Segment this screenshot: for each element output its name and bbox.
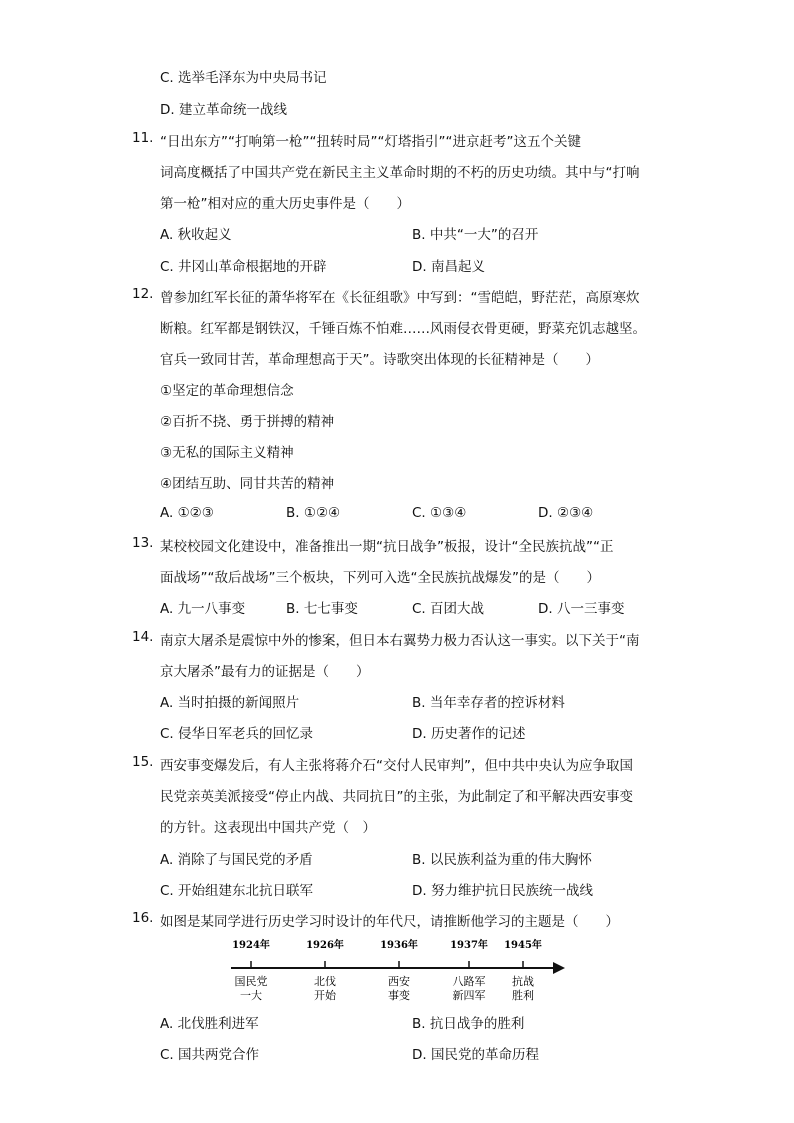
timeline-year-2: 1926年 (306, 940, 344, 951)
q13-option-a[interactable]: A. 九一八事变 (160, 601, 246, 617)
q15-stem-line-2: 民党亲英美派接受“停止内战、共同抗日”的主张，为此制定了和平解决西安事变 (160, 789, 633, 805)
q12-stem-line-1: 曾参加红军长征的萧华将军在《长征组歌》中写到：“雪皑皑，野茫茫，高原寒炊 (160, 290, 640, 306)
q11-stem-line-2: 词高度概括了中国共产党在新民主主义革命时期的不朽的历史功绩。其中与“打响 (160, 165, 640, 181)
timeline-event-2-line-2: 开始 (314, 989, 336, 1002)
timeline-event-5-line-2: 胜利 (512, 989, 534, 1002)
q13-option-d[interactable]: D. 八一三事变 (538, 601, 625, 617)
timeline-event-1-line-2: 一大 (240, 989, 262, 1002)
q14-option-c[interactable]: C. 侵华日军老兵的回忆录 (160, 726, 314, 742)
q12-option-a[interactable]: A. ①②③ (160, 505, 214, 521)
q13-option-c[interactable]: C. 百团大战 (412, 601, 485, 617)
timeline-year-5: 1945年 (504, 940, 542, 951)
q15-number: 15. (132, 754, 154, 770)
q13-stem-line-1: 某校校园文化建设中，准备推出一期“抗日战争”板报，设计“全民族抗战”“正 (160, 539, 614, 555)
q16-option-c[interactable]: C. 国共两党合作 (160, 1047, 260, 1063)
q14-option-b[interactable]: B. 当年幸存者的控诉材料 (412, 695, 565, 711)
timeline-event-5-line-1: 抗战 (512, 975, 534, 988)
q12-item-4: ④团结互助、同甘共苦的精神 (160, 476, 335, 492)
timeline-event-3-line-2: 事变 (388, 989, 410, 1002)
q15-stem-line-3: 的方针。这表现出中国共产党（ ） (160, 820, 376, 836)
timeline-arrow-icon (553, 962, 565, 974)
q13-option-b[interactable]: B. 七七事变 (286, 601, 358, 617)
timeline-year-3: 1936年 (380, 940, 418, 951)
q16-number: 16. (132, 910, 154, 926)
q11-stem-line-1: “日出东方”“打响第一枪”“扭转时局”“灯塔指引”“进京赶考”这五个关键 (160, 134, 581, 150)
q10-option-c: C. 选举毛泽东为中央局书记 (160, 70, 327, 86)
q12-item-2: ②百折不挠、勇于拼搏的精神 (160, 414, 335, 430)
q16-option-b[interactable]: B. 抗日战争的胜利 (412, 1016, 525, 1032)
q15-option-d[interactable]: D. 努力维护抗日民族统一战线 (412, 883, 593, 899)
q12-stem-line-2: 断粮。红军都是钢铁汉，千锤百炼不怕难……风雨侵衣骨更硬，野菜充饥志越坚。 (160, 321, 646, 337)
q11-stem-line-3: 第一枪”相对应的重大历史事件是（ ） (160, 196, 410, 212)
q16-stem-line-1: 如图是某同学进行历史学习时设计的年代尺，请推断他学习的主题是（ ） (160, 914, 619, 930)
timeline-event-4-line-1: 八路军 (452, 975, 486, 988)
q12-option-b[interactable]: B. ①②④ (286, 505, 341, 521)
q10-option-d: D. 建立革命统一战线 (160, 102, 287, 118)
q11-number: 11. (132, 130, 154, 146)
timeline-figure (225, 934, 575, 1006)
q16-option-a[interactable]: A. 北伐胜利进军 (160, 1016, 259, 1032)
q12-stem-line-3: 官兵一致同甘苦，革命理想高于天”。诗歌突出体现的长征精神是（ ） (160, 352, 599, 368)
timeline-event-4-line-2: 新四军 (452, 989, 486, 1002)
q15-option-a[interactable]: A. 消除了与国民党的矛盾 (160, 852, 313, 868)
q12-option-d[interactable]: D. ②③④ (538, 505, 594, 521)
q15-option-b[interactable]: B. 以民族利益为重的伟大胸怀 (412, 852, 592, 868)
q12-item-1: ①坚定的革命理想信念 (160, 383, 294, 399)
q11-option-a[interactable]: A. 秋收起义 (160, 227, 232, 243)
q13-stem-line-2: 面战场”“敌后战场”三个板块，下列可入选“全民族抗战爆发”的是（ ） (160, 570, 600, 586)
q14-stem-line-2: 京大屠杀”最有力的证据是（ ） (160, 664, 370, 680)
q16-option-d[interactable]: D. 国民党的革命历程 (412, 1047, 539, 1063)
q14-option-d[interactable]: D. 历史著作的记述 (412, 726, 526, 742)
q14-number: 14. (132, 629, 154, 645)
timeline-year-1: 1924年 (232, 940, 270, 951)
q15-option-c[interactable]: C. 开始组建东北抗日联军 (160, 883, 314, 899)
q12-option-c[interactable]: C. ①③④ (412, 505, 467, 521)
q11-option-c[interactable]: C. 井冈山革命根据地的开辟 (160, 259, 327, 275)
timeline-event-3-line-1: 西安 (388, 975, 410, 988)
q13-number: 13. (132, 535, 154, 551)
q11-option-d[interactable]: D. 南昌起义 (412, 259, 485, 275)
q15-stem-line-1: 西安事变爆发后，有人主张将蒋介石“交付人民审判”，但中共中央认为应争取国 (160, 758, 633, 774)
q11-option-b[interactable]: B. 中共“一大”的召开 (412, 227, 539, 243)
q12-item-3: ③无私的国际主义精神 (160, 445, 294, 461)
timeline-year-4: 1937年 (450, 940, 488, 951)
q14-stem-line-1: 南京大屠杀是震惊中外的惨案，但日本右翼势力极力否认这一事实。以下关于“南 (160, 633, 640, 649)
timeline-event-2-line-1: 北伐 (314, 975, 336, 988)
q12-number: 12. (132, 286, 154, 302)
q14-option-a[interactable]: A. 当时拍摄的新闻照片 (160, 695, 300, 711)
timeline-event-1-line-1: 国民党 (234, 975, 268, 988)
